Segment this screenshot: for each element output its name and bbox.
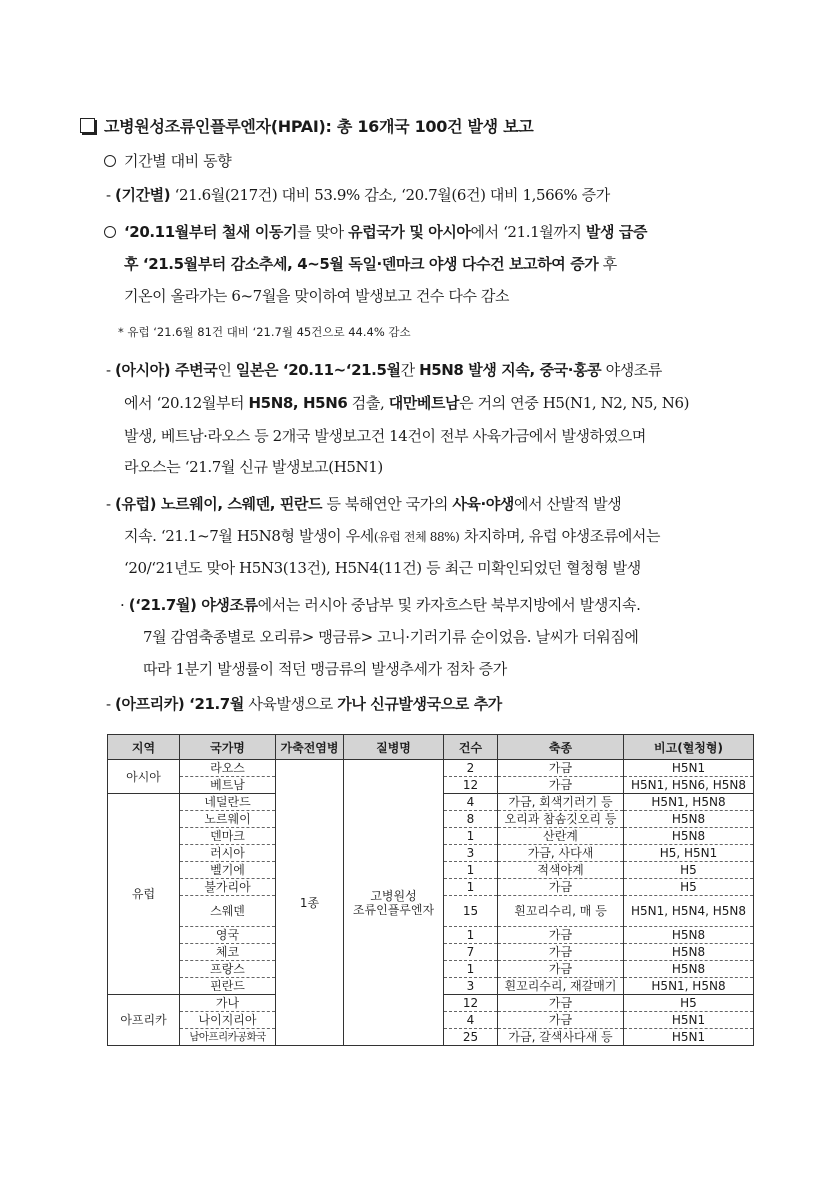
europe-line-1: - (유럽) 노르웨이, 스웨덴, 핀란드 등 북해연안 국가의 사육·야생에서 산발적 발생 xyxy=(106,495,622,513)
table-header-row xyxy=(108,735,754,760)
asia-line-1: - (아시아) 주변국인 일본은 ‘20.11~‘21.5월간 H5N8 발생 지속, 중국·홍콩 야생조류 xyxy=(106,361,662,379)
header-species: 축종 xyxy=(498,735,624,760)
asia-line-2: 에서 ‘20.12월부터 H5N8, H5N6 검출, 대만베트남은 거의 연중 H5(N1, N2, N5, N6) xyxy=(124,394,690,412)
europe-line-2: 지속. ‘21.1~7월 H5N8형 발생이 우세(유럽 전체 88%) 차지하며, 유럽 야생조류에서는 xyxy=(124,527,661,545)
table-row: 남아프리카공화국 25 가금, 갈색사다새 등 H5N1 xyxy=(108,1029,754,1046)
region-cell: 유럽 xyxy=(108,794,180,995)
trend-line-2: 후 ‘21.5월부터 감소추세, 4~5월 독일·덴마크 야생 다수건 보고하여 증가 후 xyxy=(124,255,617,273)
header-region: 지역 xyxy=(108,735,180,760)
footnote: * 유럽 ‘21.6월 81건 대비 ‘21.7월 45건으로 44.4% 감소 xyxy=(118,325,411,339)
table-row: 아시아 라오스 1종 고병원성 조류인플루엔자 2 가금 H5N1 xyxy=(108,760,754,777)
table-row: 핀란드 3 흰꼬리수리, 재갈매기 H5N1, H5N8 xyxy=(108,978,754,995)
table-row: 베트남 12 가금 H5N1, H5N6, H5N8 xyxy=(108,777,754,794)
circle-bullet-icon xyxy=(104,226,116,238)
table-row: 영국 1 가금 H5N8 xyxy=(108,927,754,944)
circle-bullet-icon xyxy=(104,155,116,167)
heading-text: 고병원성조류인플루엔자(HPAI): 총 16개국 100건 발생 보고 xyxy=(104,117,534,136)
table-row: 덴마크 1 산란계 H5N8 xyxy=(108,828,754,845)
table-row: 유럽 네덜란드 4 가금, 회색기러기 등 H5N1, H5N8 xyxy=(108,794,754,811)
trend-line-1: ‘20.11월부터 철새 이동기를 맞아 유럽국가 및 아시아에서 ‘21.1월까지 발생 급증 xyxy=(104,222,647,242)
period-comparison: - (기간별) ‘21.6월(217건) 대비 53.9% 감소, ‘20.7월(6건) 대비 1,566% 증가 xyxy=(106,186,610,204)
region-cell: 아프리카 xyxy=(108,995,180,1046)
wildbird-line-3: 따라 1분기 발생률이 적던 맹금류의 발생추세가 점차 증가 xyxy=(143,660,507,678)
region-cell: 아시아 xyxy=(108,760,180,794)
header-disease-name: 질병명 xyxy=(344,735,444,760)
table-row: 나이지리아 4 가금 H5N1 xyxy=(108,1012,754,1029)
table-row: 노르웨이 8 오리과 참솜깃오리 등 H5N8 xyxy=(108,811,754,828)
disease-name-cell: 고병원성 조류인플루엔자 xyxy=(344,760,444,1046)
section-heading xyxy=(80,114,533,137)
outbreak-table xyxy=(107,734,754,1046)
wildbird-line-2: 7월 감염축종별로 오리류> 맹금류> 고니·기러기류 순이었음. 날씨가 더워짐에 xyxy=(143,628,639,646)
africa-line: - (아프리카) ‘21.7월 사육발생으로 가나 신규발생국으로 추가 xyxy=(106,695,502,713)
subheading-period: 기간별 대비 동향 xyxy=(104,151,231,171)
wildbird-line-1: · (‘21.7월) 야생조류에서는 러시아 중남부 및 카자흐스탄 북부지방에서 발생지속. xyxy=(120,596,641,614)
checkbox-icon xyxy=(80,118,95,133)
asia-line-3: 발생, 베트남·라오스 등 2개국 발생보고건 14건이 전부 사육가금에서 발생하였으며 xyxy=(124,427,646,445)
header-country: 국가명 xyxy=(180,735,276,760)
header-note: 비고(혈청형) xyxy=(624,735,754,760)
europe-line-3: ‘20/‘21년도 맞아 H5N3(13건), H5N4(11건) 등 최근 미확인되었던 혈청형 발생 xyxy=(124,559,641,577)
table-row: 불가리아 1 가금 H5 xyxy=(108,879,754,896)
table-row: 아프리카 가나 12 가금 H5 xyxy=(108,995,754,1012)
table-row: 체코 7 가금 H5N8 xyxy=(108,944,754,961)
table-row: 프랑스 1 가금 H5N8 xyxy=(108,961,754,978)
table-row: 스웨덴 15 흰꼬리수리, 매 등 H5N1, H5N4, H5N8 xyxy=(108,896,754,927)
asia-line-4: 라오스는 ‘21.7월 신규 발생보고(H5N1) xyxy=(124,458,383,476)
header-count: 건수 xyxy=(444,735,498,760)
header-livestock-disease: 가축전염병 xyxy=(276,735,344,760)
disease-class-cell: 1종 xyxy=(276,760,344,1046)
trend-line-3: 기온이 올라가는 6~7월을 맞이하여 발생보고 건수 다수 감소 xyxy=(124,287,510,305)
table-row: 벨기에 1 적색야계 H5 xyxy=(108,862,754,879)
table-row: 러시아 3 가금, 사다새 H5, H5N1 xyxy=(108,845,754,862)
